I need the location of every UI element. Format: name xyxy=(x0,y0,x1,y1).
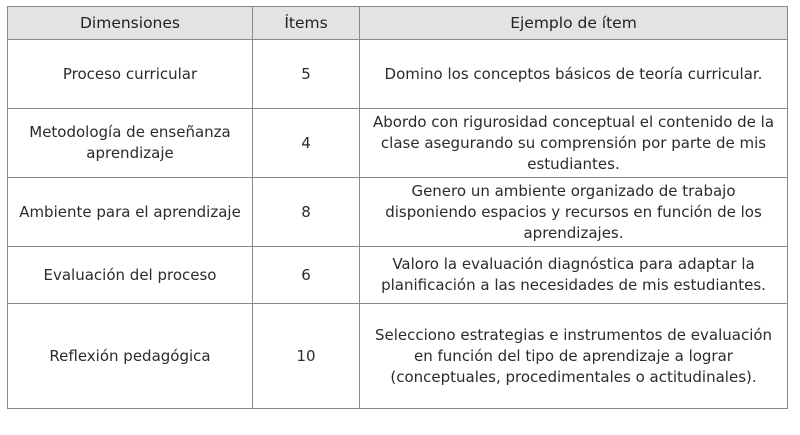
header-items: Ítems xyxy=(253,7,360,40)
table-body xyxy=(8,40,788,409)
items-count-cell: 6 xyxy=(253,247,360,304)
items-count-cell: 4 xyxy=(253,109,360,178)
items-count-cell: 5 xyxy=(253,40,360,109)
dimension-cell: Ambiente para el aprendizaje xyxy=(8,178,253,247)
dimension-cell: Proceso curricular xyxy=(8,40,253,109)
items-count-cell: 8 xyxy=(253,178,360,247)
dimension-cell: Metodología de enseñanza aprendizaje xyxy=(8,109,253,178)
example-item-cell: Genero un ambiente organizado de trabajo disponiendo espacios y recursos en función de los aprendizajes. xyxy=(360,178,788,247)
table-header xyxy=(8,7,788,40)
table-row xyxy=(8,109,788,178)
dimensions-table xyxy=(7,6,788,409)
header-dimensiones: Dimensiones xyxy=(8,7,253,40)
table-row xyxy=(8,304,788,409)
example-item-cell: Selecciono estrategias e instrumentos de evaluación en función del tipo de aprendizaje a lograr (conceptuales, procedimentales o actitudinales). xyxy=(360,304,788,409)
table-row xyxy=(8,40,788,109)
table-row xyxy=(8,178,788,247)
header-ejemplo: Ejemplo de ítem xyxy=(360,7,788,40)
example-item-cell: Valoro la evaluación diagnóstica para adaptar la planificación a las necesidades de mis estudiantes. xyxy=(360,247,788,304)
dimension-cell: Reflexión pedagógica xyxy=(8,304,253,409)
header-row xyxy=(8,7,788,40)
example-item-cell: Abordo con rigurosidad conceptual el contenido de la clase asegurando su comprensión por parte de mis estudiantes. xyxy=(360,109,788,178)
table-row xyxy=(8,247,788,304)
dimension-cell: Evaluación del proceso xyxy=(8,247,253,304)
items-count-cell: 10 xyxy=(253,304,360,409)
example-item-cell: Domino los conceptos básicos de teoría curricular. xyxy=(360,40,788,109)
